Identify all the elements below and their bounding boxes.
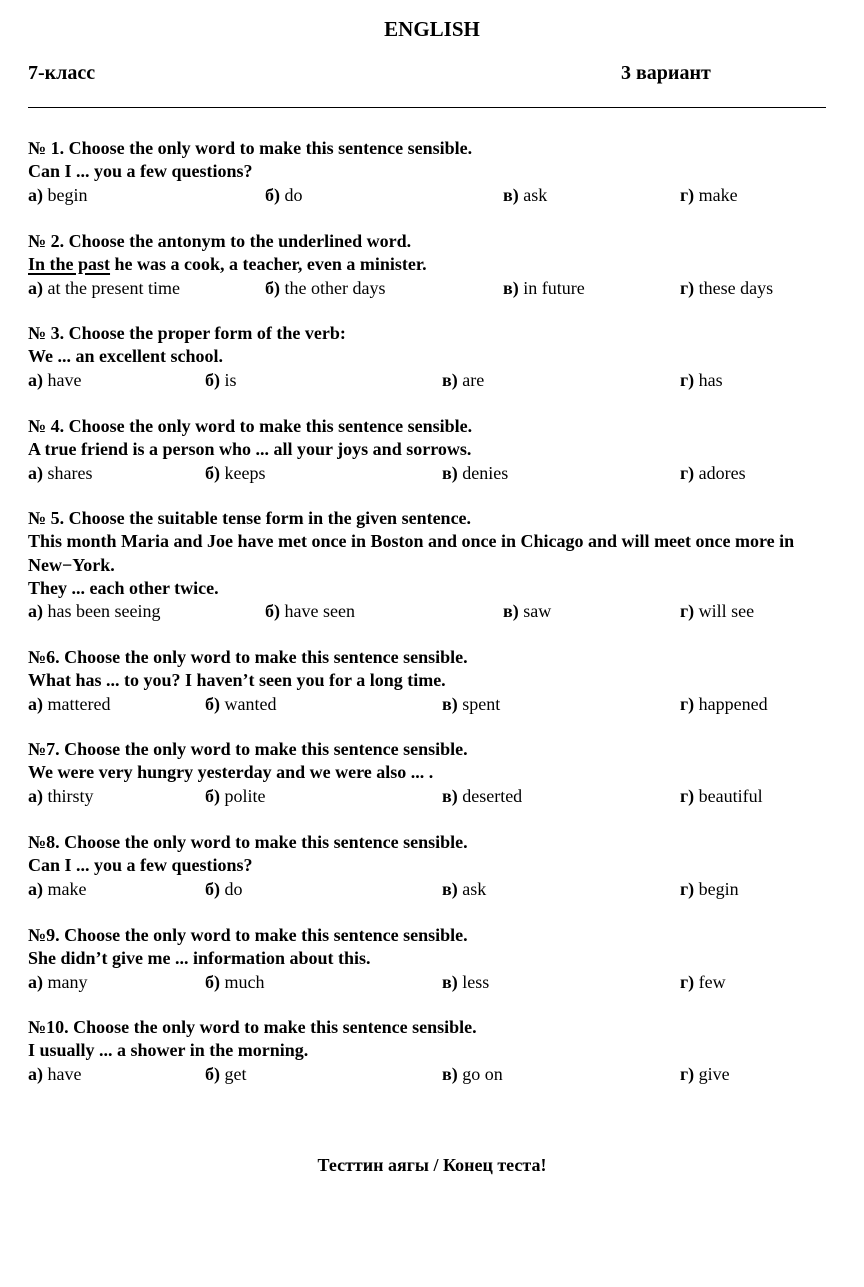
option-text: do bbox=[220, 878, 243, 899]
option-d[interactable] bbox=[680, 878, 739, 901]
option-b[interactable] bbox=[205, 1063, 247, 1086]
option-letter: а) bbox=[28, 693, 43, 714]
option-d[interactable] bbox=[680, 462, 746, 485]
question-3 bbox=[28, 322, 828, 392]
option-d[interactable] bbox=[680, 1063, 730, 1086]
option-letter: в) bbox=[503, 601, 519, 622]
option-letter: г) bbox=[680, 462, 695, 483]
option-text: get bbox=[220, 1063, 247, 1084]
option-letter: а) bbox=[28, 878, 43, 899]
option-text: adores bbox=[694, 462, 746, 483]
option-text: give bbox=[694, 1063, 730, 1084]
option-b[interactable] bbox=[205, 971, 265, 994]
option-text: few bbox=[694, 971, 726, 992]
question-context: This month Maria and Joe have met once in Boston and once in Chicago and will meet once more in New−York. bbox=[28, 531, 795, 575]
option-c[interactable] bbox=[503, 600, 551, 623]
option-c[interactable] bbox=[442, 785, 522, 808]
question-2 bbox=[28, 230, 828, 300]
option-letter: а) bbox=[28, 369, 43, 390]
option-letter: б) bbox=[205, 785, 220, 806]
option-text: make bbox=[694, 184, 738, 205]
variant-label: 3 вариант bbox=[621, 62, 711, 84]
option-letter: в) bbox=[442, 785, 458, 806]
option-b[interactable] bbox=[205, 693, 276, 716]
option-text: ask bbox=[457, 878, 487, 899]
option-d[interactable] bbox=[680, 277, 773, 300]
option-text: beautiful bbox=[694, 785, 763, 806]
question-heading: №10. Choose the only word to make this sentence sensible. bbox=[28, 1017, 477, 1037]
question-8 bbox=[28, 831, 828, 901]
document-title: ENGLISH bbox=[384, 17, 480, 41]
underlined-phrase: In the past bbox=[28, 254, 111, 275]
option-letter: г) bbox=[680, 277, 695, 298]
option-text: wanted bbox=[220, 693, 277, 714]
option-c[interactable] bbox=[442, 462, 508, 485]
option-a[interactable] bbox=[28, 369, 81, 392]
option-text: thirsty bbox=[43, 785, 94, 806]
option-text: denies bbox=[457, 462, 509, 483]
option-text: polite bbox=[220, 785, 266, 806]
option-letter: г) bbox=[680, 785, 695, 806]
header-divider bbox=[28, 107, 826, 108]
answer-options bbox=[28, 600, 828, 623]
option-letter: б) bbox=[265, 601, 280, 622]
option-text: spent bbox=[457, 693, 501, 714]
option-letter: а) bbox=[28, 971, 43, 992]
option-text: have seen bbox=[280, 601, 355, 622]
question-heading: №7. Choose the only word to make this sentence sensible. bbox=[28, 739, 468, 759]
option-letter: г) bbox=[680, 601, 695, 622]
option-letter: а) bbox=[28, 277, 43, 298]
option-text: have bbox=[43, 1063, 82, 1084]
option-letter: б) bbox=[205, 369, 220, 390]
option-text: saw bbox=[518, 601, 552, 622]
option-text: in future bbox=[518, 277, 585, 298]
option-letter: г) bbox=[680, 1063, 695, 1084]
option-letter: б) bbox=[205, 462, 220, 483]
option-text: keeps bbox=[220, 462, 266, 483]
option-a[interactable] bbox=[28, 971, 88, 994]
option-text: shares bbox=[43, 462, 93, 483]
option-letter: а) bbox=[28, 184, 43, 205]
option-letter: б) bbox=[265, 184, 280, 205]
option-text: do bbox=[280, 184, 303, 205]
option-letter: а) bbox=[28, 462, 43, 483]
option-b[interactable] bbox=[265, 184, 303, 207]
option-letter: в) bbox=[442, 1063, 458, 1084]
answer-options bbox=[28, 462, 828, 485]
option-letter: б) bbox=[265, 277, 280, 298]
question-heading: №8. Choose the only word to make this sentence sensible. bbox=[28, 832, 468, 852]
question-sentence: What has ... to you? I haven’t seen you for a long time. bbox=[28, 670, 446, 691]
answer-options bbox=[28, 369, 828, 392]
option-letter: в) bbox=[503, 277, 519, 298]
option-letter: в) bbox=[503, 184, 519, 205]
grade-label: 7-класс bbox=[28, 62, 96, 84]
option-letter: г) bbox=[680, 878, 695, 899]
question-heading: № 2. Choose the antonym to the underlined word. bbox=[28, 231, 412, 251]
option-c[interactable] bbox=[442, 1063, 503, 1086]
question-sentence: Can I ... you a few questions? bbox=[28, 161, 253, 182]
question-4 bbox=[28, 415, 828, 485]
question-heading: № 4. Choose the only word to make this sentence sensible. bbox=[28, 416, 473, 436]
option-text: make bbox=[43, 878, 87, 899]
option-a[interactable] bbox=[28, 600, 160, 623]
option-c[interactable] bbox=[503, 277, 585, 300]
option-text: much bbox=[220, 971, 265, 992]
question-10 bbox=[28, 1016, 828, 1086]
question-heading: № 5. Choose the suitable tense form in the given sentence. bbox=[28, 508, 472, 528]
answer-options bbox=[28, 693, 828, 716]
option-a[interactable] bbox=[28, 277, 180, 300]
question-9 bbox=[28, 924, 828, 994]
question-sentence: Can I ... you a few questions? bbox=[28, 855, 253, 876]
option-text: begin bbox=[694, 878, 739, 899]
question-1 bbox=[28, 137, 828, 207]
option-c[interactable] bbox=[442, 971, 489, 994]
option-d[interactable] bbox=[680, 184, 738, 207]
option-text: begin bbox=[43, 184, 88, 205]
option-text: happened bbox=[694, 693, 768, 714]
option-c[interactable] bbox=[503, 184, 547, 207]
option-text: has bbox=[694, 369, 723, 390]
answer-options bbox=[28, 785, 828, 808]
option-a[interactable] bbox=[28, 878, 86, 901]
option-text: many bbox=[43, 971, 88, 992]
option-letter: в) bbox=[442, 369, 458, 390]
option-d[interactable] bbox=[680, 785, 763, 808]
question-sentence: I usually ... a shower in the morning. bbox=[28, 1040, 309, 1061]
option-text: are bbox=[457, 369, 485, 390]
option-c[interactable] bbox=[442, 693, 500, 716]
question-7 bbox=[28, 738, 828, 808]
option-c[interactable] bbox=[442, 878, 486, 901]
option-letter: в) bbox=[442, 878, 458, 899]
option-text: has been seeing bbox=[43, 601, 161, 622]
option-text: these days bbox=[694, 277, 774, 298]
option-letter: г) bbox=[680, 693, 695, 714]
question-6 bbox=[28, 646, 828, 716]
option-letter: г) bbox=[680, 184, 695, 205]
option-c[interactable] bbox=[442, 369, 484, 392]
option-letter: а) bbox=[28, 785, 43, 806]
option-text: go on bbox=[457, 1063, 503, 1084]
option-a[interactable] bbox=[28, 184, 88, 207]
option-letter: в) bbox=[442, 971, 458, 992]
option-b[interactable] bbox=[205, 462, 265, 485]
option-letter: а) bbox=[28, 601, 43, 622]
question-heading: № 3. Choose the proper form of the verb: bbox=[28, 323, 346, 343]
question-heading: № 1. Choose the only word to make this sentence sensible. bbox=[28, 138, 473, 158]
question-sentence: They ... each other twice. bbox=[28, 577, 219, 598]
option-letter: в) bbox=[442, 693, 458, 714]
option-text: is bbox=[220, 369, 237, 390]
option-text: deserted bbox=[457, 785, 523, 806]
question-sentence bbox=[28, 253, 828, 276]
answer-options bbox=[28, 878, 828, 901]
option-d[interactable] bbox=[680, 971, 726, 994]
question-sentence: A true friend is a person who ... all your joys and sorrows. bbox=[28, 439, 472, 460]
answer-options bbox=[28, 277, 828, 300]
answer-options bbox=[28, 184, 828, 207]
question-5 bbox=[28, 507, 828, 623]
option-a[interactable] bbox=[28, 785, 94, 808]
end-of-test-note: Тесттин аягы / Конец теста! bbox=[317, 1155, 547, 1175]
option-a[interactable] bbox=[28, 462, 92, 485]
option-b[interactable] bbox=[265, 600, 355, 623]
answer-options bbox=[28, 971, 828, 994]
option-letter: б) bbox=[205, 971, 220, 992]
option-d[interactable] bbox=[680, 369, 723, 392]
question-sentence: We ... an excellent school. bbox=[28, 346, 223, 367]
option-letter: а) bbox=[28, 1063, 43, 1084]
option-letter: в) bbox=[442, 462, 458, 483]
option-letter: г) bbox=[680, 971, 695, 992]
option-letter: г) bbox=[680, 369, 695, 390]
option-b[interactable] bbox=[205, 369, 237, 392]
option-b[interactable] bbox=[205, 878, 243, 901]
option-a[interactable] bbox=[28, 1063, 81, 1086]
question-sentence: She didn’t give me ... information about this. bbox=[28, 948, 371, 969]
option-letter: б) bbox=[205, 1063, 220, 1084]
option-b[interactable] bbox=[205, 785, 266, 808]
option-b[interactable] bbox=[265, 277, 385, 300]
option-d[interactable] bbox=[680, 600, 754, 623]
sentence-rest: he was a cook, a teacher, even a minister. bbox=[110, 254, 427, 275]
option-letter: б) bbox=[205, 693, 220, 714]
question-sentence: We were very hungry yesterday and we were also ... . bbox=[28, 762, 434, 783]
option-text: will see bbox=[694, 601, 755, 622]
option-text: at the present time bbox=[43, 277, 180, 298]
option-a[interactable] bbox=[28, 693, 110, 716]
answer-options bbox=[28, 1063, 828, 1086]
option-text: have bbox=[43, 369, 82, 390]
option-text: the other days bbox=[280, 277, 386, 298]
option-text: mattered bbox=[43, 693, 111, 714]
question-heading: №9. Choose the only word to make this sentence sensible. bbox=[28, 925, 468, 945]
question-heading: №6. Choose the only word to make this sentence sensible. bbox=[28, 647, 468, 667]
option-d[interactable] bbox=[680, 693, 768, 716]
option-text: less bbox=[457, 971, 490, 992]
option-letter: б) bbox=[205, 878, 220, 899]
option-text: ask bbox=[518, 184, 548, 205]
